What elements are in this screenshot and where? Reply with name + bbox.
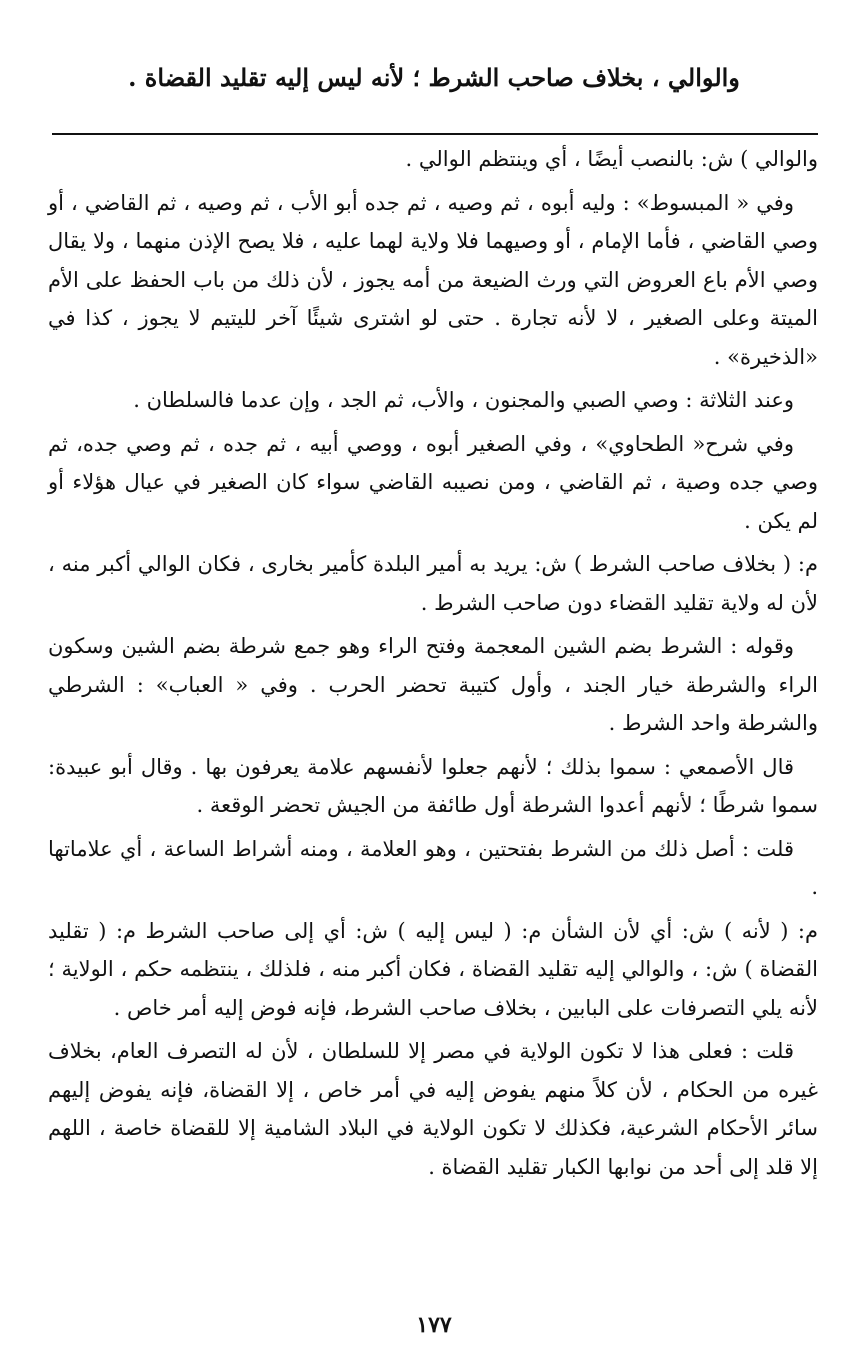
page-number: ١٧٧	[416, 1312, 452, 1338]
paragraph-7: قال الأصمعي : سموا بذلك ؛ لأنهم جعلوا لأنفسهم علامة يعرفون بها . وقال أبو عبيدة: سموا شرطًا ؛ لأنهم أعدوا الشرطة أول طائفة من الجيش تحضر الوقعة .	[48, 754, 818, 817]
paragraph-8: قلت : أصل ذلك من الشرط بفتحتين ، وهو العلامة ، ومنه أشراط الساعة ، أي علاماتها .	[48, 836, 818, 899]
paragraph-9: م: ( لأنه ) ش: أي لأن الشأن م: ( ليس إليه ) ش: أي إلى صاحب الشرط م: ( تقليد القضاة ) ش: ، والوالي إليه تقليد القضاة ، فكان أكبر منه ، فلذلك ، ينتظمه حكم ، الولاية ؛ لأنه يلي التصرفات على البابين ، بخلاف صاحب الشرط، فإنه فوض إليه أمر خاص .	[48, 918, 818, 1020]
separator-rule	[52, 133, 818, 135]
paragraph-1: والوالي ) ش: بالنصب أيضًا ، أي وينتظم الوالي .	[405, 147, 818, 171]
paragraph-5: م: ( بخلاف صاحب الشرط ) ش: يريد به أمير البلدة كأمير بخارى ، فكان الوالي أكبر منه ، لأن له ولاية تقليد القضاء دون صاحب الشرط .	[48, 552, 818, 615]
paragraph-4: وفي شرح« الطحاوي» ، وفي الصغير أبوه ، ووصي أبيه ، ثم جده ، ثم وصي جده، ثم وصي جده وصية ، ثم القاضي ، ومن نصيبه القاضي سواء كان الصغير في عيال هؤلاء أو لم يكن .	[48, 431, 818, 533]
matn-heading-line: والوالي ، بخلاف صاحب الشرط ؛ لأنه ليس إليه تقليد القضاة .	[128, 63, 740, 92]
paragraph-10: قلت : فعلى هذا لا تكون الولاية في مصر إلا للسلطان ، لأن له التصرف العام، بخلاف غيره من الحكام ، لأن كلاً منهم يفوض إليه في أمر خاص ، إلا القضاة، فإنه يفوض إليهم سائر الأحكام الشرعية، فكذلك لا تكون الولاية في البلاد الشامية إلا للقضاة خاصة ، اللهم إلا قلد إلى أحد من نوابها الكبار تقليد القضاة .	[48, 1039, 818, 1179]
paragraph-3: وعند الثلاثة : وصي الصبي والمجنون ، والأب، ثم الجد ، وإن عدما فالسلطان .	[133, 388, 794, 412]
paragraph-2: وفي « المبسوط» : وليه أبوه ، ثم وصيه ، ثم جده أبو الأب ، ثم وصيه ، ثم القاضي ، أو وصي القاضي ، فأما الإمام ، أو وصيهما فلا ولاية لهما عليه ، فلا يصح الإذن منهما ، ولا يقال وصي الأم باع العروض التي ورث الضيعة من أمه يجوز ، لأن ذلك من باب الحفظ على الأم الميتة وعلى الصغير ، لا لأنه تجارة . حتى لو اشترى شيئًا آخر لليتيم لا يجوز ، كذا في «الذخيرة» .	[48, 190, 818, 369]
paragraph-6: وقوله : الشرط بضم الشين المعجمة وفتح الراء وهو جمع شرطة بضم الشين وسكون الراء والشرطة خيار الجند ، وأول كتيبة تحضر الحرب . وفي « العباب» : الشرطي والشرطة واحد الشرط .	[48, 634, 818, 735]
commentary-body	[48, 140, 818, 1191]
